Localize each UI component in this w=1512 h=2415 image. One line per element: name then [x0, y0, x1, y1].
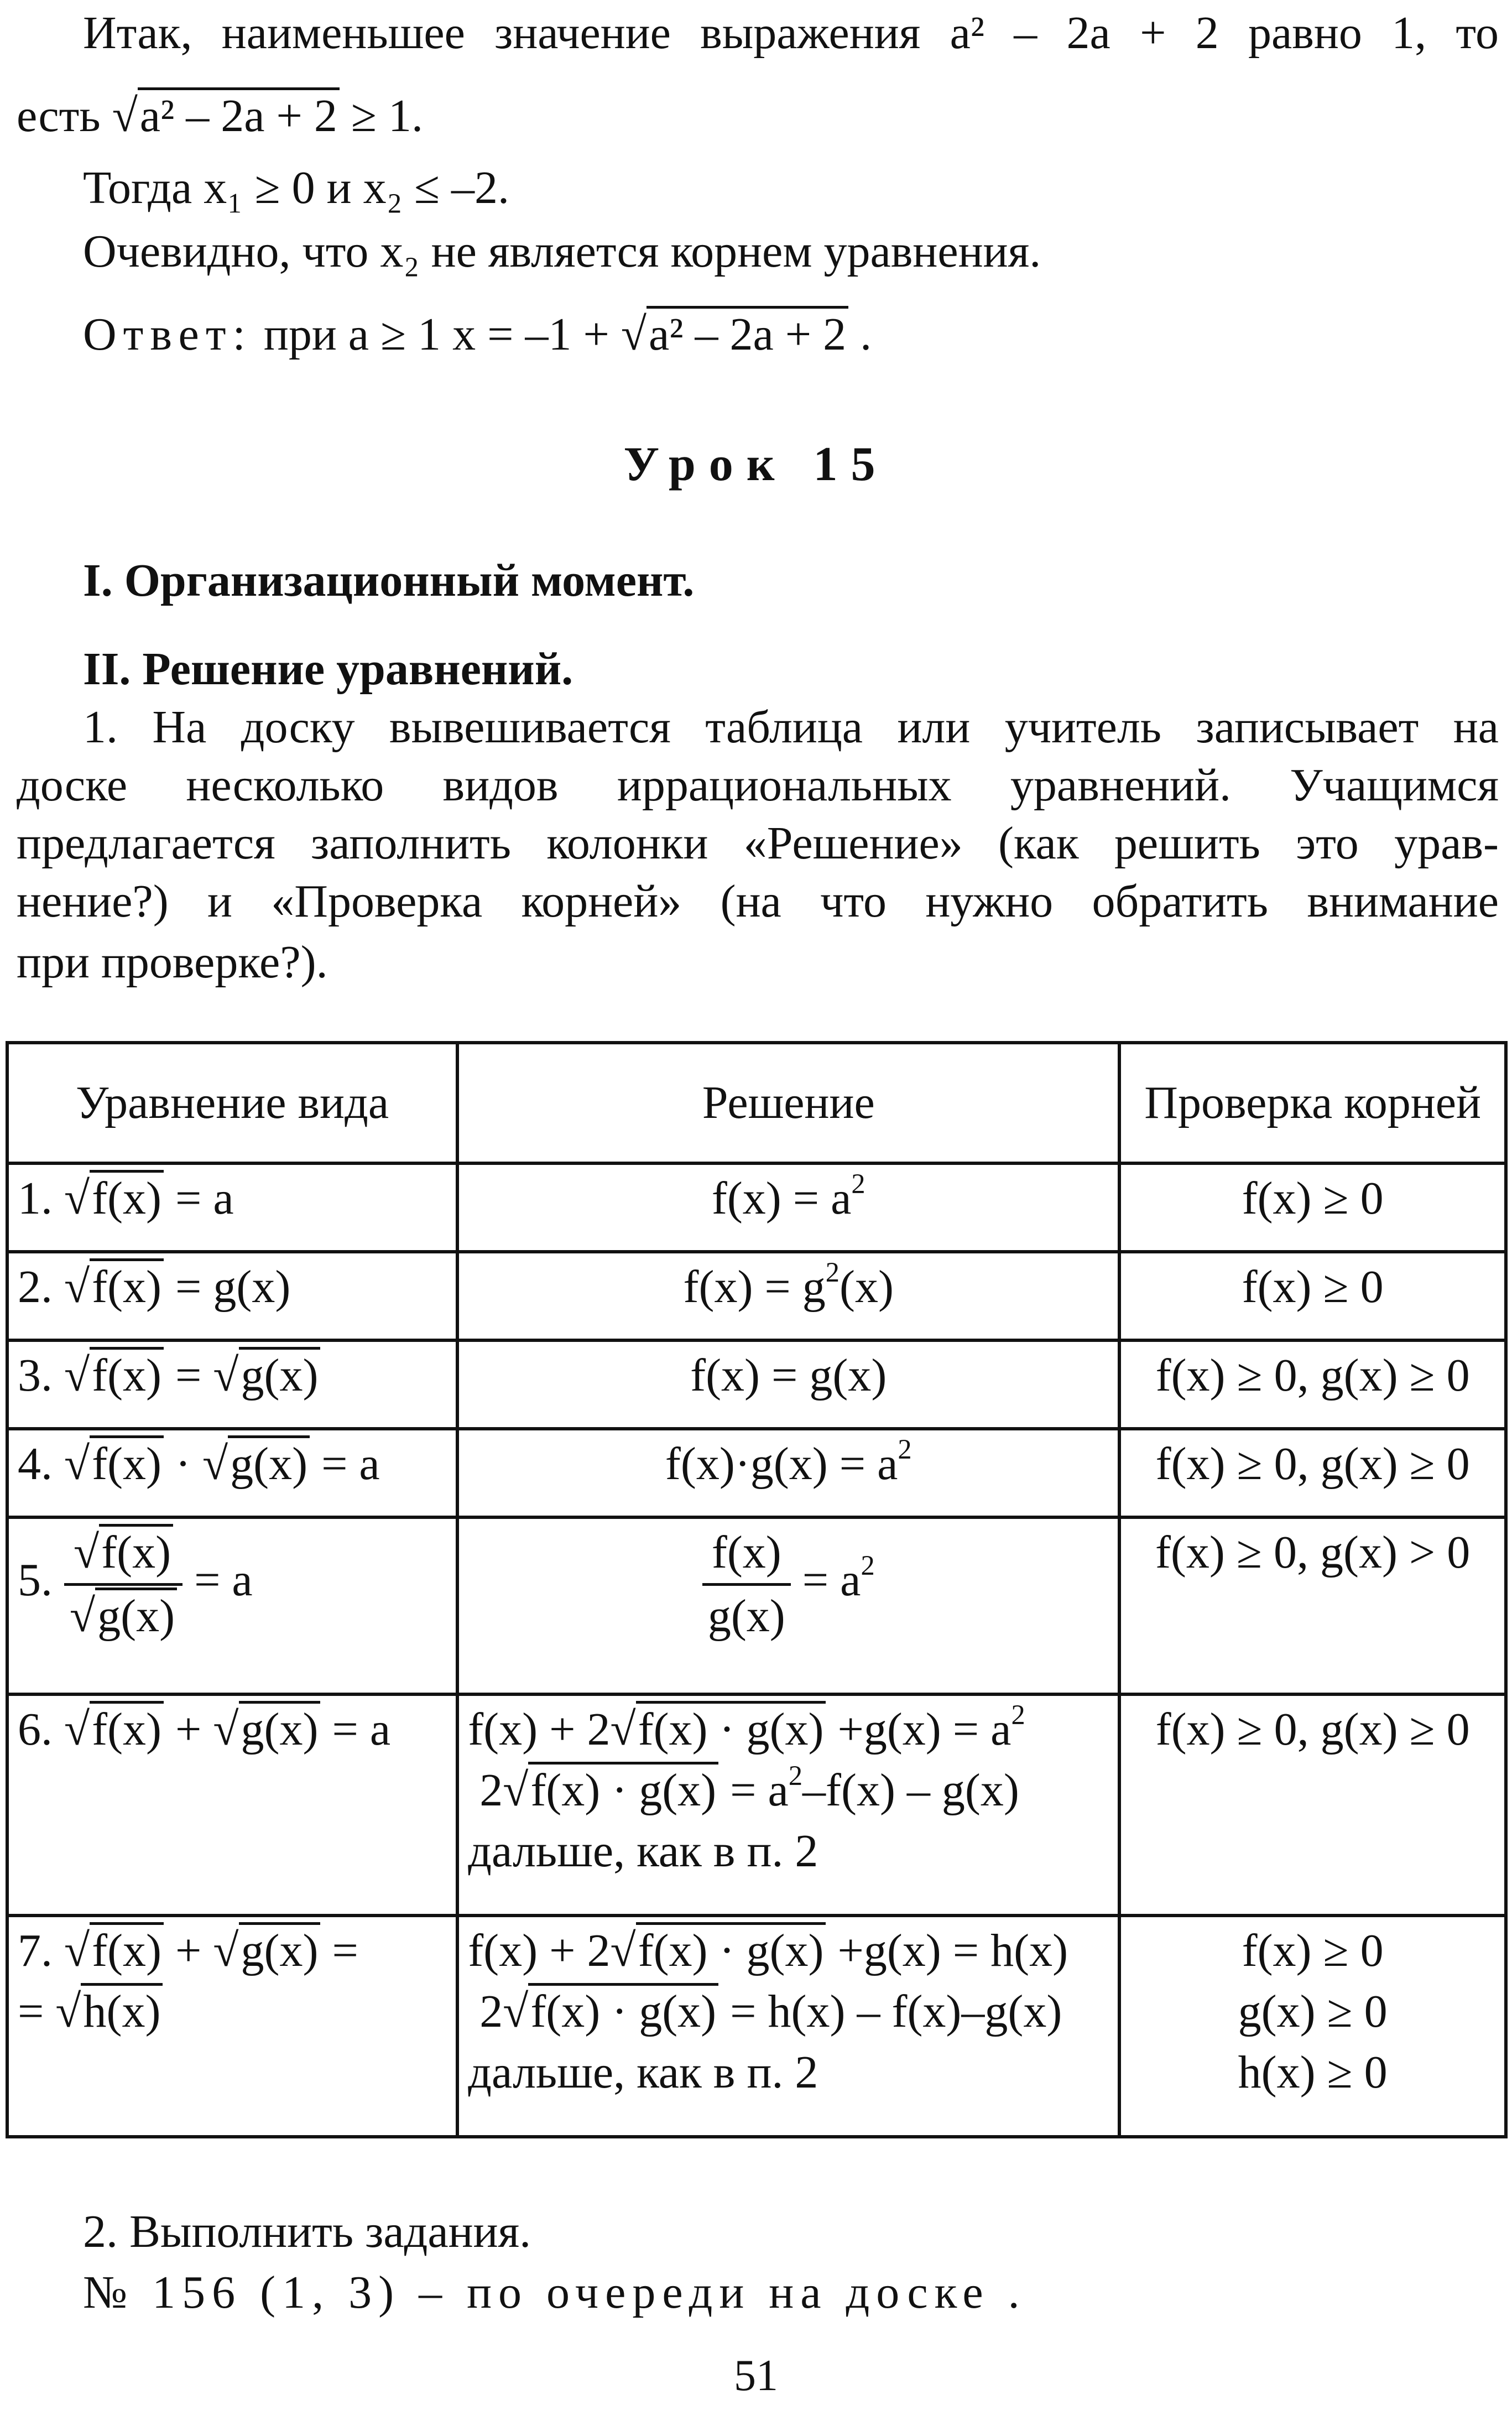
further-note: дальше, как в п. 2 [468, 2047, 818, 2098]
check-cell: f(x) ≥ 0 [1119, 1163, 1506, 1252]
section-heading-1: I. Организационный момент. [83, 555, 695, 606]
table-row [7, 1517, 1506, 1694]
check-cell: f(x) ≥ 0 g(x) ≥ 0 h(x) ≥ 0 [1119, 1916, 1506, 2137]
task2-line-1: 2. Выполнить задания. [83, 2206, 531, 2257]
header-root-check: Проверка корней [1119, 1043, 1506, 1163]
sqrt-sign: √ [621, 309, 647, 360]
answer-text: при a ≥ 1 x = –1 + [252, 309, 621, 360]
check-cell: f(x) ≥ 0, g(x) ≥ 0 [1119, 1340, 1506, 1429]
check-cell: f(x) ≥ 0, g(x) ≥ 0 [1119, 1429, 1506, 1517]
intro-line-4: Очевидно, что x₂ не является корнем уравнения. [83, 226, 1041, 277]
table-row [7, 1252, 1506, 1340]
solution-cell: $f(x) + 2√f(x) \cdot g(x) +g(x) = a^2$ $2√f(x) \cdot g(x) = a^2-f(x) - g(x)$ дальше, как в п. 2 [457, 1694, 1119, 1916]
task1-line-2: доске несколько видов иррациональных уравнений. Учащимся [17, 759, 1499, 811]
answer-line [83, 307, 872, 362]
fraction: $\frac{√f(x)}{√g(x)}$ [64, 1522, 183, 1647]
header-equation-type: Уравнение вида [7, 1043, 457, 1163]
equation-cell: 6. √f(x) + √g(x) = a [7, 1694, 457, 1916]
header-solution: Решение [457, 1043, 1119, 1163]
task1-line-5: при проверке?). [17, 936, 328, 988]
intro-line-2 [17, 89, 423, 144]
table-row [7, 1340, 1506, 1429]
check-cell: f(x) ≥ 0 [1119, 1252, 1506, 1340]
table-row [7, 1163, 1506, 1252]
task1-line-1: 1. На доску вывешивается таблица или учитель записывает на [83, 701, 1499, 753]
intro-line-1: Итак, наименьшее значение выражения a² – 2a + 2 равно 1, то [83, 7, 1499, 59]
task1-line-4: нение?) и «Проверка корней» (на что нужно обратить внимание [17, 876, 1499, 927]
lesson-title: Урок 15 [623, 438, 889, 491]
solution-cell: $f(x) = g^2(x)$ [457, 1252, 1119, 1340]
solution-cell: $f(x)\cdot g(x) = a^2$ [457, 1429, 1119, 1517]
answer-radicand: a² – 2a + 2 [646, 306, 848, 360]
solution-cell: $\frac{f(x)}{g(x)}$ = $a^2$ [457, 1517, 1119, 1694]
answer-label: Ответ: [83, 309, 252, 360]
table-row [7, 1916, 1506, 2137]
check-cell: f(x) ≥ 0, g(x) ≥ 0 [1119, 1694, 1506, 1916]
solution-cell: $f(x) = a^2$ [457, 1163, 1119, 1252]
intro-line-3: Тогда x₁ ≥ 0 и x₂ ≤ –2. [83, 162, 510, 214]
table-header-row [7, 1043, 1506, 1163]
task2-line-2: № 156 (1, 3) – по очереди на доске . [83, 2267, 1026, 2318]
intro-line-2-prefix: есть [17, 90, 112, 142]
section-heading-2: II. Решение уравнений. [83, 643, 573, 695]
task1-line-3: предлагается заполнить колонки «Решение» (как решить это урав- [17, 818, 1499, 869]
equations-table [6, 1041, 1508, 2138]
equation-cell: 3. √f(x) = √g(x) [7, 1340, 457, 1429]
check-cell: f(x) ≥ 0, g(x) > 0 [1119, 1517, 1506, 1694]
sqrt-sign: √ [112, 90, 138, 142]
equation-cell: 7. √f(x) + √g(x) = = √h(x) [7, 1916, 457, 2137]
answer-end: . [848, 309, 872, 360]
equation-cell: 2. √f(x) = g(x) [7, 1252, 457, 1340]
fraction: $\frac{f(x)}{g(x)}$ [702, 1522, 791, 1647]
solution-cell: f(x) + 2√f(x) · g(x) +g(x) = h(x) 2√f(x) · g(x) = h(x) – f(x)–g(x) дальше, как в п. 2 [457, 1916, 1119, 2137]
radicand: a² – 2a + 2 [138, 87, 340, 142]
equation-cell: 1. √f(x) = a [7, 1163, 457, 1252]
equation-cell: 4. √f(x) · √g(x) = a [7, 1429, 457, 1517]
table-row [7, 1429, 1506, 1517]
equation-cell: 5. $\frac{√f(x)}{√g(x)}$ = a [7, 1517, 457, 1694]
intro-line-2-suffix: ≥ 1. [339, 90, 424, 142]
page-number: 51 [734, 2351, 778, 2400]
table-row [7, 1694, 1506, 1916]
solution-cell: f(x) = g(x) [457, 1340, 1119, 1429]
further-note: дальше, как в п. 2 [468, 1825, 818, 1877]
